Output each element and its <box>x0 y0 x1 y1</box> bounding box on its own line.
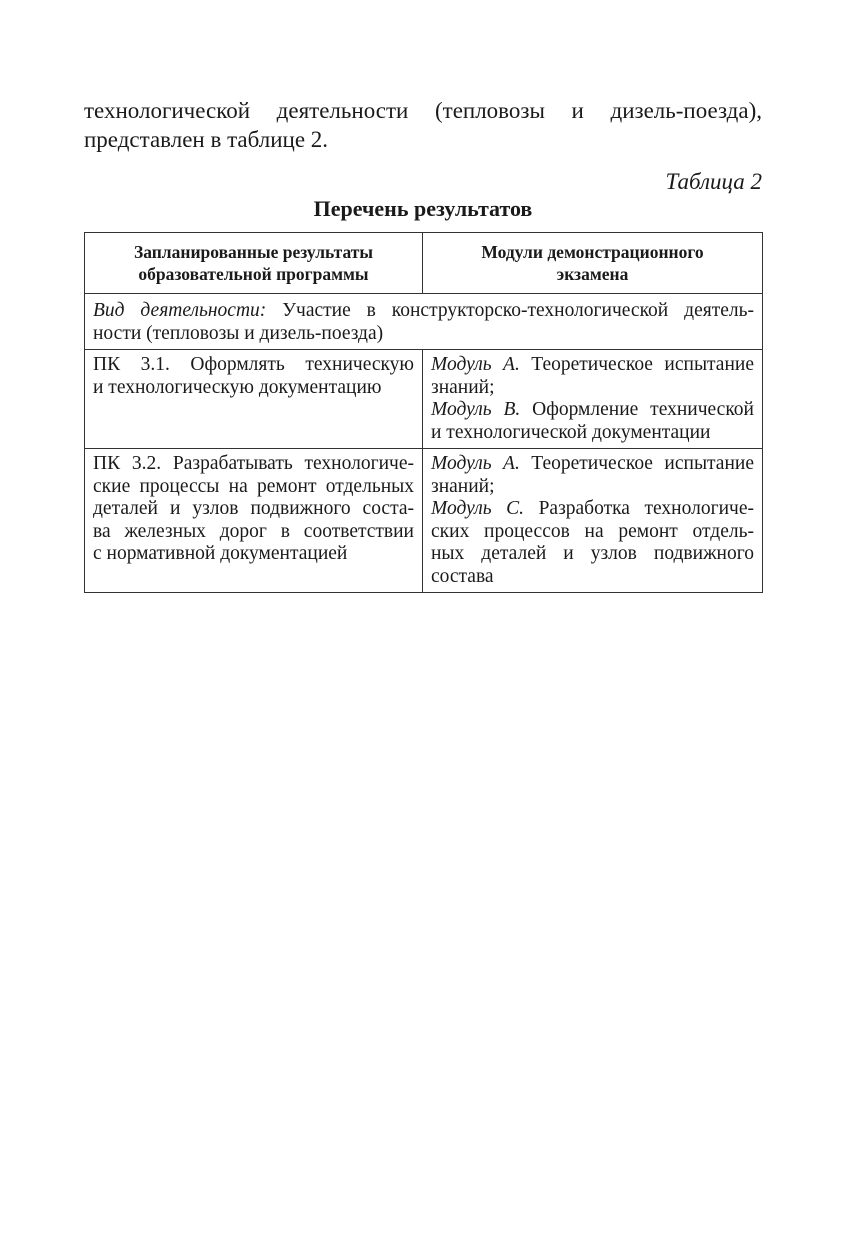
table-row <box>85 350 763 449</box>
module-line <box>431 354 754 377</box>
activity-row <box>85 294 763 350</box>
module-line <box>431 453 754 476</box>
module-name: Модуль А. <box>431 354 520 375</box>
competence-cell <box>85 350 423 449</box>
table-title: Перечень результатов <box>313 196 533 221</box>
intro-line: представлен в таблице 2. <box>84 127 329 152</box>
modules-cell <box>423 350 763 449</box>
activity-line: ности (тепловозы и дизель-поезда) <box>93 322 384 344</box>
module-line <box>431 399 754 422</box>
competence-line: ПК 3.2. Разрабатывать технологиче- <box>93 453 414 474</box>
module-text: Теоретическое испытание <box>519 453 754 474</box>
header-text: экзамена <box>556 264 629 284</box>
activity-label: Вид деятельности: <box>93 300 267 321</box>
header-text: образовательной программы <box>138 264 369 284</box>
activity-line <box>93 300 754 323</box>
module-text: Оформление технической <box>520 399 754 420</box>
module-line: знаний; <box>431 376 495 398</box>
competence-line: ские процессы на ремонт отдельных <box>93 475 414 497</box>
header-text: Запланированные результаты <box>133 242 374 262</box>
module-line: ских процессов на ремонт отдель- <box>431 520 754 542</box>
activity-cell <box>85 294 763 350</box>
module-name: Модуль А. <box>431 453 520 474</box>
module-name: Модуль В. <box>431 399 521 420</box>
module-text: Теоретическое испытание <box>519 354 754 375</box>
table-header-row <box>85 233 763 294</box>
competence-line: ПК 3.1. Оформлять техническую <box>93 354 414 375</box>
competence-line: и технологическую документацию <box>93 376 382 398</box>
module-name: Модуль С. <box>431 498 525 519</box>
competence-line: с нормативной документацией <box>93 543 348 564</box>
module-line: и технологической документации <box>431 421 711 443</box>
competence-line: деталей и узлов подвижного соста- <box>93 498 414 519</box>
page <box>84 96 762 593</box>
module-line: знаний; <box>431 475 495 497</box>
competence-cell <box>85 449 423 593</box>
competence-line: ва железных дорог в соответствии <box>93 520 414 542</box>
module-line <box>431 498 754 521</box>
module-line: ных деталей и узлов подвижного <box>431 543 754 564</box>
table-row <box>85 449 763 593</box>
intro-paragraph <box>84 96 762 154</box>
module-line: состава <box>431 565 494 587</box>
header-exam-modules <box>423 233 763 294</box>
table-caption: Таблица 2 <box>665 169 762 194</box>
header-text: Модули демонстрационного <box>481 242 704 262</box>
module-text: Разработка технологиче- <box>524 498 754 519</box>
results-table <box>84 232 763 593</box>
activity-text: Участие в конструкторско-технологической деятель- <box>266 300 754 321</box>
modules-cell <box>423 449 763 593</box>
header-planned-results <box>85 233 423 294</box>
intro-line: технологической деятельности (тепловозы и дизель-поезда), <box>84 98 762 123</box>
